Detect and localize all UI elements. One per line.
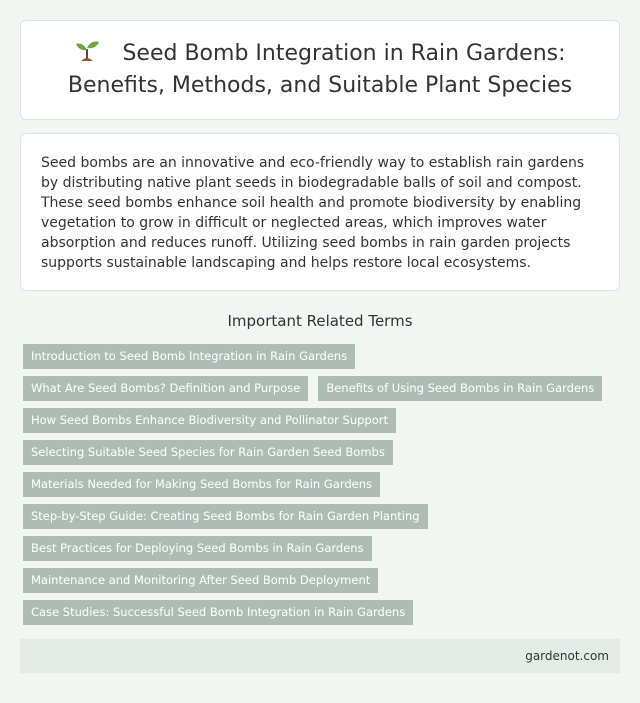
footer: [20, 639, 620, 673]
title-card: [20, 20, 620, 120]
related-term-tag[interactable]: Materials Needed for Making Seed Bombs for Rain Gardens: [23, 472, 380, 497]
related-term-tag[interactable]: Introduction to Seed Bomb Integration in Rain Gardens: [23, 344, 355, 369]
page-title-text: Seed Bomb Integration in Rain Gardens: Benefits, Methods, and Suitable Plant Species: [67, 41, 573, 98]
related-term-tag[interactable]: How Seed Bombs Enhance Biodiversity and Pollinator Support: [23, 408, 396, 433]
related-term-tag[interactable]: What Are Seed Bombs? Definition and Purpose: [23, 376, 308, 401]
related-term-tag[interactable]: Step-by-Step Guide: Creating Seed Bombs for Rain Garden Planting: [23, 504, 428, 529]
related-term-tag[interactable]: Selecting Suitable Seed Species for Rain Garden Seed Bombs: [23, 440, 393, 465]
related-term-tag[interactable]: Case Studies: Successful Seed Bomb Integration in Rain Gardens: [23, 600, 413, 625]
footer-site[interactable]: gardenot.com: [525, 649, 609, 663]
related-term-tag[interactable]: Benefits of Using Seed Bombs in Rain Gardens: [318, 376, 602, 401]
summary-card: [20, 133, 620, 291]
sprout-icon: [74, 38, 100, 62]
related-term-tag[interactable]: Maintenance and Monitoring After Seed Bomb Deployment: [23, 568, 378, 593]
page-title: [21, 38, 619, 102]
related-terms-list: [23, 344, 617, 632]
summary-text: Seed bombs are an innovative and eco-friendly way to establish rain gardens by distributing native plant seeds in biodegradable balls of soil and compost. These seed bombs enhance soil health and promote biodiversity by enabling vegetation to grow in difficult or neglected areas, which improves water absorption and reduces runoff. Utilizing seed bombs in rain garden projects supports sustainable landscaping and helps restore local ecosystems.: [41, 155, 585, 271]
related-terms-heading: Important Related Terms: [227, 312, 413, 330]
related-term-tag[interactable]: Best Practices for Deploying Seed Bombs in Rain Gardens: [23, 536, 372, 561]
